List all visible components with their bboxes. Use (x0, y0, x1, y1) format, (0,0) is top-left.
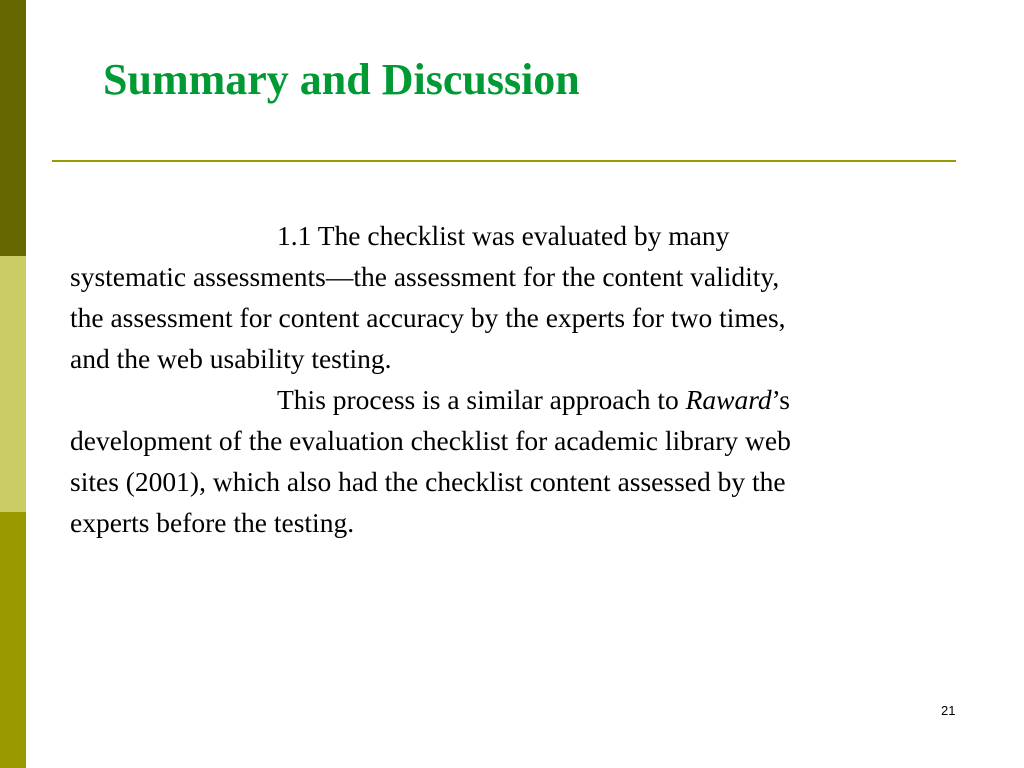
paragraph-2-line-1-end: ’s (771, 384, 791, 415)
author-name-raward: Raward (685, 384, 772, 415)
slide-title: Summary and Discussion (103, 55, 580, 104)
paragraph-1 (70, 215, 970, 379)
paragraph-1-line-4: and the web usability testing. (70, 343, 392, 374)
paragraph-1-line-3: the assessment for content accuracy by the experts for two times, (70, 302, 786, 333)
slide-page-number: 21 (941, 703, 956, 718)
paragraph-2-line-4: experts before the testing. (70, 507, 355, 538)
sidebar-middle-segment (0, 256, 26, 512)
paragraph-1-line-1: 1.1 The checklist was evaluated by many (277, 220, 730, 251)
paragraph-2-line-3: sites (2001), which also had the checklist content assessed by the (70, 466, 786, 497)
paragraph-2-line-2: development of the evaluation checklist for academic library web (70, 425, 791, 456)
slide-body (70, 215, 970, 543)
paragraph-2 (70, 379, 970, 543)
paragraph-1-line-2: systematic assessments—the assessment for the content validity, (70, 261, 780, 292)
title-divider (52, 160, 956, 162)
sidebar-bottom-segment (0, 512, 26, 768)
sidebar-top-segment (0, 0, 26, 256)
paragraph-2-line-1-start: This process is a similar approach to (277, 384, 686, 415)
